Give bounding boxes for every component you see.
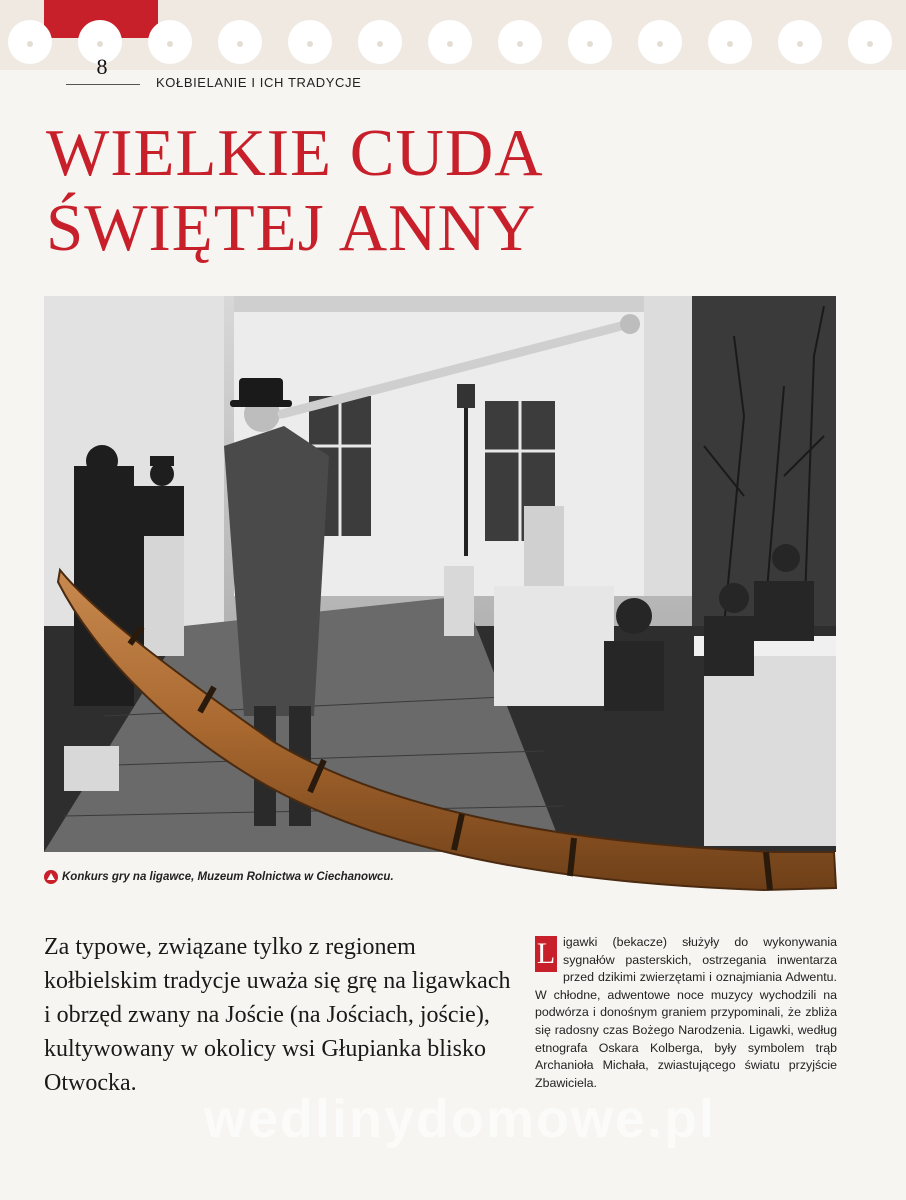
body-paragraph [535,934,837,1092]
running-head: KOŁBIELANIE I ICH TRADYCJE [156,75,362,90]
ligawka-horn [54,552,854,912]
caption-marker-icon [44,870,58,884]
title-line-1: WIELKIE CUDA [46,116,544,190]
page-number: 8 [96,54,108,79]
caption-text: Konkurs gry na ligawce, Muzeum Rolnictwa w Ciechanowcu. [62,871,394,883]
body-text: igawki (bekacze) służyły do wykonywania sygnałów pasterskich, ostrzegania inwentarza przed dzikimi zwierzętami i oznajmiania Adwentu. W chłodne, adwentowe noce muzycy wychodzili na podwórza i donośnym graniem przypominali, że zbliża się radosny czas Bożego Narodzenia. Ligawki, według etnografa Oskara Kolberga, były symbolem trąb Archanioła Michała, zwiastującego światu przyjście Zbawiciela. [535,935,837,1090]
article-title [46,116,886,266]
lead-paragraph: Za typowe, związane tylko z regionem kołbielskim tradycje uważa się grę na ligawkach i obrzęd zwany na Joście (na Jościach, joście), kultywowany w okolicy wsi Głupianka blisko Otwocka. [44,934,511,1096]
photo-caption [44,870,644,884]
drop-cap: L [536,937,556,970]
watermark: wedlinydomowe.pl [203,1089,717,1149]
title-line-2: ŚWIĘTEJ ANNY [46,191,537,265]
header-rule [66,84,140,85]
lace-border [0,14,906,74]
